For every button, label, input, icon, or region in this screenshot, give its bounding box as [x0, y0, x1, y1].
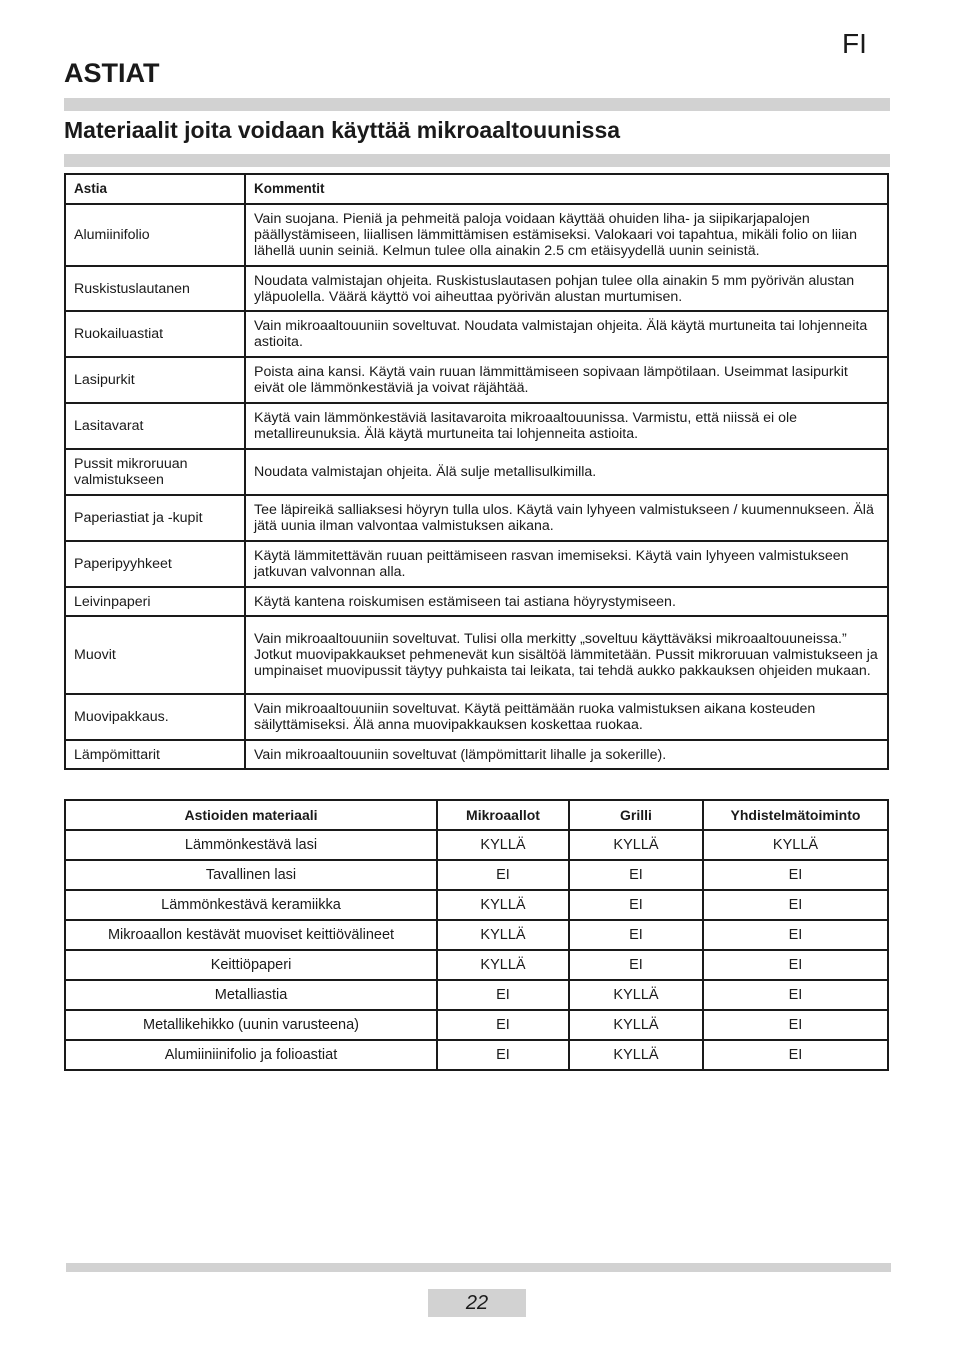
material-cell: Tavallinen lasi [65, 860, 437, 890]
section-title: Materiaalit joita voidaan käyttää mikroaaltouunissa [64, 117, 621, 143]
microwave-cell: EI [437, 1010, 569, 1040]
table-row [65, 616, 888, 694]
table-header-row [65, 800, 888, 830]
section-divider [64, 154, 890, 167]
table-row [65, 830, 888, 860]
grill-cell: EI [569, 950, 703, 980]
material-compatibility-table [64, 799, 889, 1071]
page-title: ASTIAT [64, 58, 160, 88]
table-row [65, 950, 888, 980]
material-cell: Alumiiniinifolio ja folioastiat [65, 1040, 437, 1070]
comment-cell: Käytä kantena roiskumisen estämiseen tai astiana höyrystymiseen. [245, 587, 888, 616]
table-row [65, 920, 888, 950]
item-cell: Alumiinifolio [65, 204, 245, 266]
grill-cell: EI [569, 890, 703, 920]
microwave-cell: EI [437, 1040, 569, 1070]
table-header-row [65, 174, 888, 204]
combination-cell: KYLLÄ [703, 830, 888, 860]
table-row [65, 980, 888, 1010]
material-cell: Lämmönkestävä lasi [65, 830, 437, 860]
cookware-comments-table [64, 173, 889, 770]
comment-cell: Tee läpireikä salliaksesi höyryn tulla ulos. Käytä vain lyhyeen valmistukseen / kuumennukseen. Älä jätä uunia ilman valvontaa valmistuksen aikana. [245, 495, 888, 541]
column-header-material: Astioiden materiaali [65, 800, 437, 830]
microwave-cell: KYLLÄ [437, 950, 569, 980]
table-row [65, 403, 888, 449]
material-cell: Keittiöpaperi [65, 950, 437, 980]
table-row [65, 541, 888, 587]
item-cell: Lasitavarat [65, 403, 245, 449]
microwave-cell: EI [437, 980, 569, 1010]
table-row [65, 1040, 888, 1070]
table-row [65, 740, 888, 769]
column-header-microwave: Mikroaallot [437, 800, 569, 830]
combination-cell: EI [703, 920, 888, 950]
material-cell: Metallikehikko (uunin varusteena) [65, 1010, 437, 1040]
table-row [65, 204, 888, 266]
table-row [65, 587, 888, 616]
table-row [65, 1010, 888, 1040]
table-row [65, 449, 888, 495]
column-header-combination: Yhdistelmätoiminto [703, 800, 888, 830]
header-divider [64, 98, 890, 111]
table-row [65, 357, 888, 403]
table-row [65, 890, 888, 920]
comment-cell: Noudata valmistajan ohjeita. Ruskistuslautasen pohjan tulee olla ainakin 5 mm pyörivän alustan yläpuolella. Väärä käyttö voi aiheuttaa pyörivän alustan murtumisen. [245, 266, 888, 311]
item-cell: Leivinpaperi [65, 587, 245, 616]
combination-cell: EI [703, 860, 888, 890]
material-cell: Mikroaallon kestävät muoviset keittiövälineet [65, 920, 437, 950]
language-code: FI [842, 28, 867, 59]
microwave-cell: EI [437, 860, 569, 890]
table-row [65, 694, 888, 740]
grill-cell: KYLLÄ [569, 830, 703, 860]
comment-cell: Vain suojana. Pieniä ja pehmeitä paloja voidaan käyttää ohuiden liha- ja siipikarjapalojen päällystämiseen, liiallisen lämmittämisen estämiseksi. Valokaari voi tapahtua, mikäli folio on liian lähellä uunin seiniä. Kelmun tulee olla ainakin 2.5 cm etäisyydellä uunin seinistä. [245, 204, 888, 266]
grill-cell: KYLLÄ [569, 980, 703, 1010]
item-cell: Paperipyyhkeet [65, 541, 245, 587]
item-cell: Paperiastiat ja -kupit [65, 495, 245, 541]
grill-cell: KYLLÄ [569, 1010, 703, 1040]
material-cell: Lämmönkestävä keramiikka [65, 890, 437, 920]
table-row [65, 495, 888, 541]
material-cell: Metalliastia [65, 980, 437, 1010]
item-cell: Ruokailuastiat [65, 311, 245, 357]
combination-cell: EI [703, 1010, 888, 1040]
grill-cell: EI [569, 860, 703, 890]
combination-cell: EI [703, 890, 888, 920]
column-header-astia: Astia [65, 174, 245, 204]
item-cell: Muovit [65, 616, 245, 694]
column-header-kommentit: Kommentit [245, 174, 888, 204]
combination-cell: EI [703, 950, 888, 980]
microwave-cell: KYLLÄ [437, 830, 569, 860]
item-cell: Lasipurkit [65, 357, 245, 403]
grill-cell: EI [569, 920, 703, 950]
item-cell: Muovipakkaus. [65, 694, 245, 740]
table-row [65, 311, 888, 357]
table-row [65, 266, 888, 311]
combination-cell: EI [703, 980, 888, 1010]
comment-cell: Poista aina kansi. Käytä vain ruuan lämmittämiseen sopivaan lämpötilaan. Useimmat lasipurkit eivät ole lämmönkestäviä ja voivat räjähtää. [245, 357, 888, 403]
grill-cell: KYLLÄ [569, 1040, 703, 1070]
page-number: 22 [428, 1289, 526, 1317]
column-header-grill: Grilli [569, 800, 703, 830]
item-cell: Lämpömittarit [65, 740, 245, 769]
comment-cell: Vain mikroaaltouuniin soveltuvat. Tulisi olla merkitty „soveltuu käyttäväksi mikroaaltouuneissa.” Jotkut muovipakkaukset pehmenevät kun sisältöä lämmitetään. Pussit mikroruuan valmistukseen ja umpinaiset muovipussit täytyy puhkaista tai leikata, tai tehdä aukko pakkauksen ohjeiden mukaan. [245, 616, 888, 694]
microwave-cell: KYLLÄ [437, 890, 569, 920]
combination-cell: EI [703, 1040, 888, 1070]
item-cell: Ruskistuslautanen [65, 266, 245, 311]
comment-cell: Vain mikroaaltouuniin soveltuvat. Noudata valmistajan ohjeita. Älä käytä murtuneita tai lohjenneita astioita. [245, 311, 888, 357]
comment-cell: Vain mikroaaltouuniin soveltuvat. Käytä peittämään ruoka valmistuksen aikana kosteuden säilyttämiseksi. Älä anna muovipakkauksen koskettaa ruokaa. [245, 694, 888, 740]
item-cell: Pussit mikroruuan valmistukseen [65, 449, 245, 495]
table-row [65, 860, 888, 890]
comment-cell: Vain mikroaaltouuniin soveltuvat (lämpömittarit lihalle ja sokerille). [245, 740, 888, 769]
footer-divider [66, 1263, 891, 1272]
microwave-cell: KYLLÄ [437, 920, 569, 950]
comment-cell: Noudata valmistajan ohjeita. Älä sulje metallisulkimilla. [245, 449, 888, 495]
comment-cell: Käytä lämmitettävän ruuan peittämiseen rasvan imemiseksi. Käytä vain lyhyeen valmistukseen jatkuvan valvonnan alla. [245, 541, 888, 587]
comment-cell: Käytä vain lämmönkestäviä lasitavaroita mikroaaltouunissa. Varmistu, että niissä ei ole metallireunuksia. Älä käytä murtuneita tai lohjenneita astioita. [245, 403, 888, 449]
